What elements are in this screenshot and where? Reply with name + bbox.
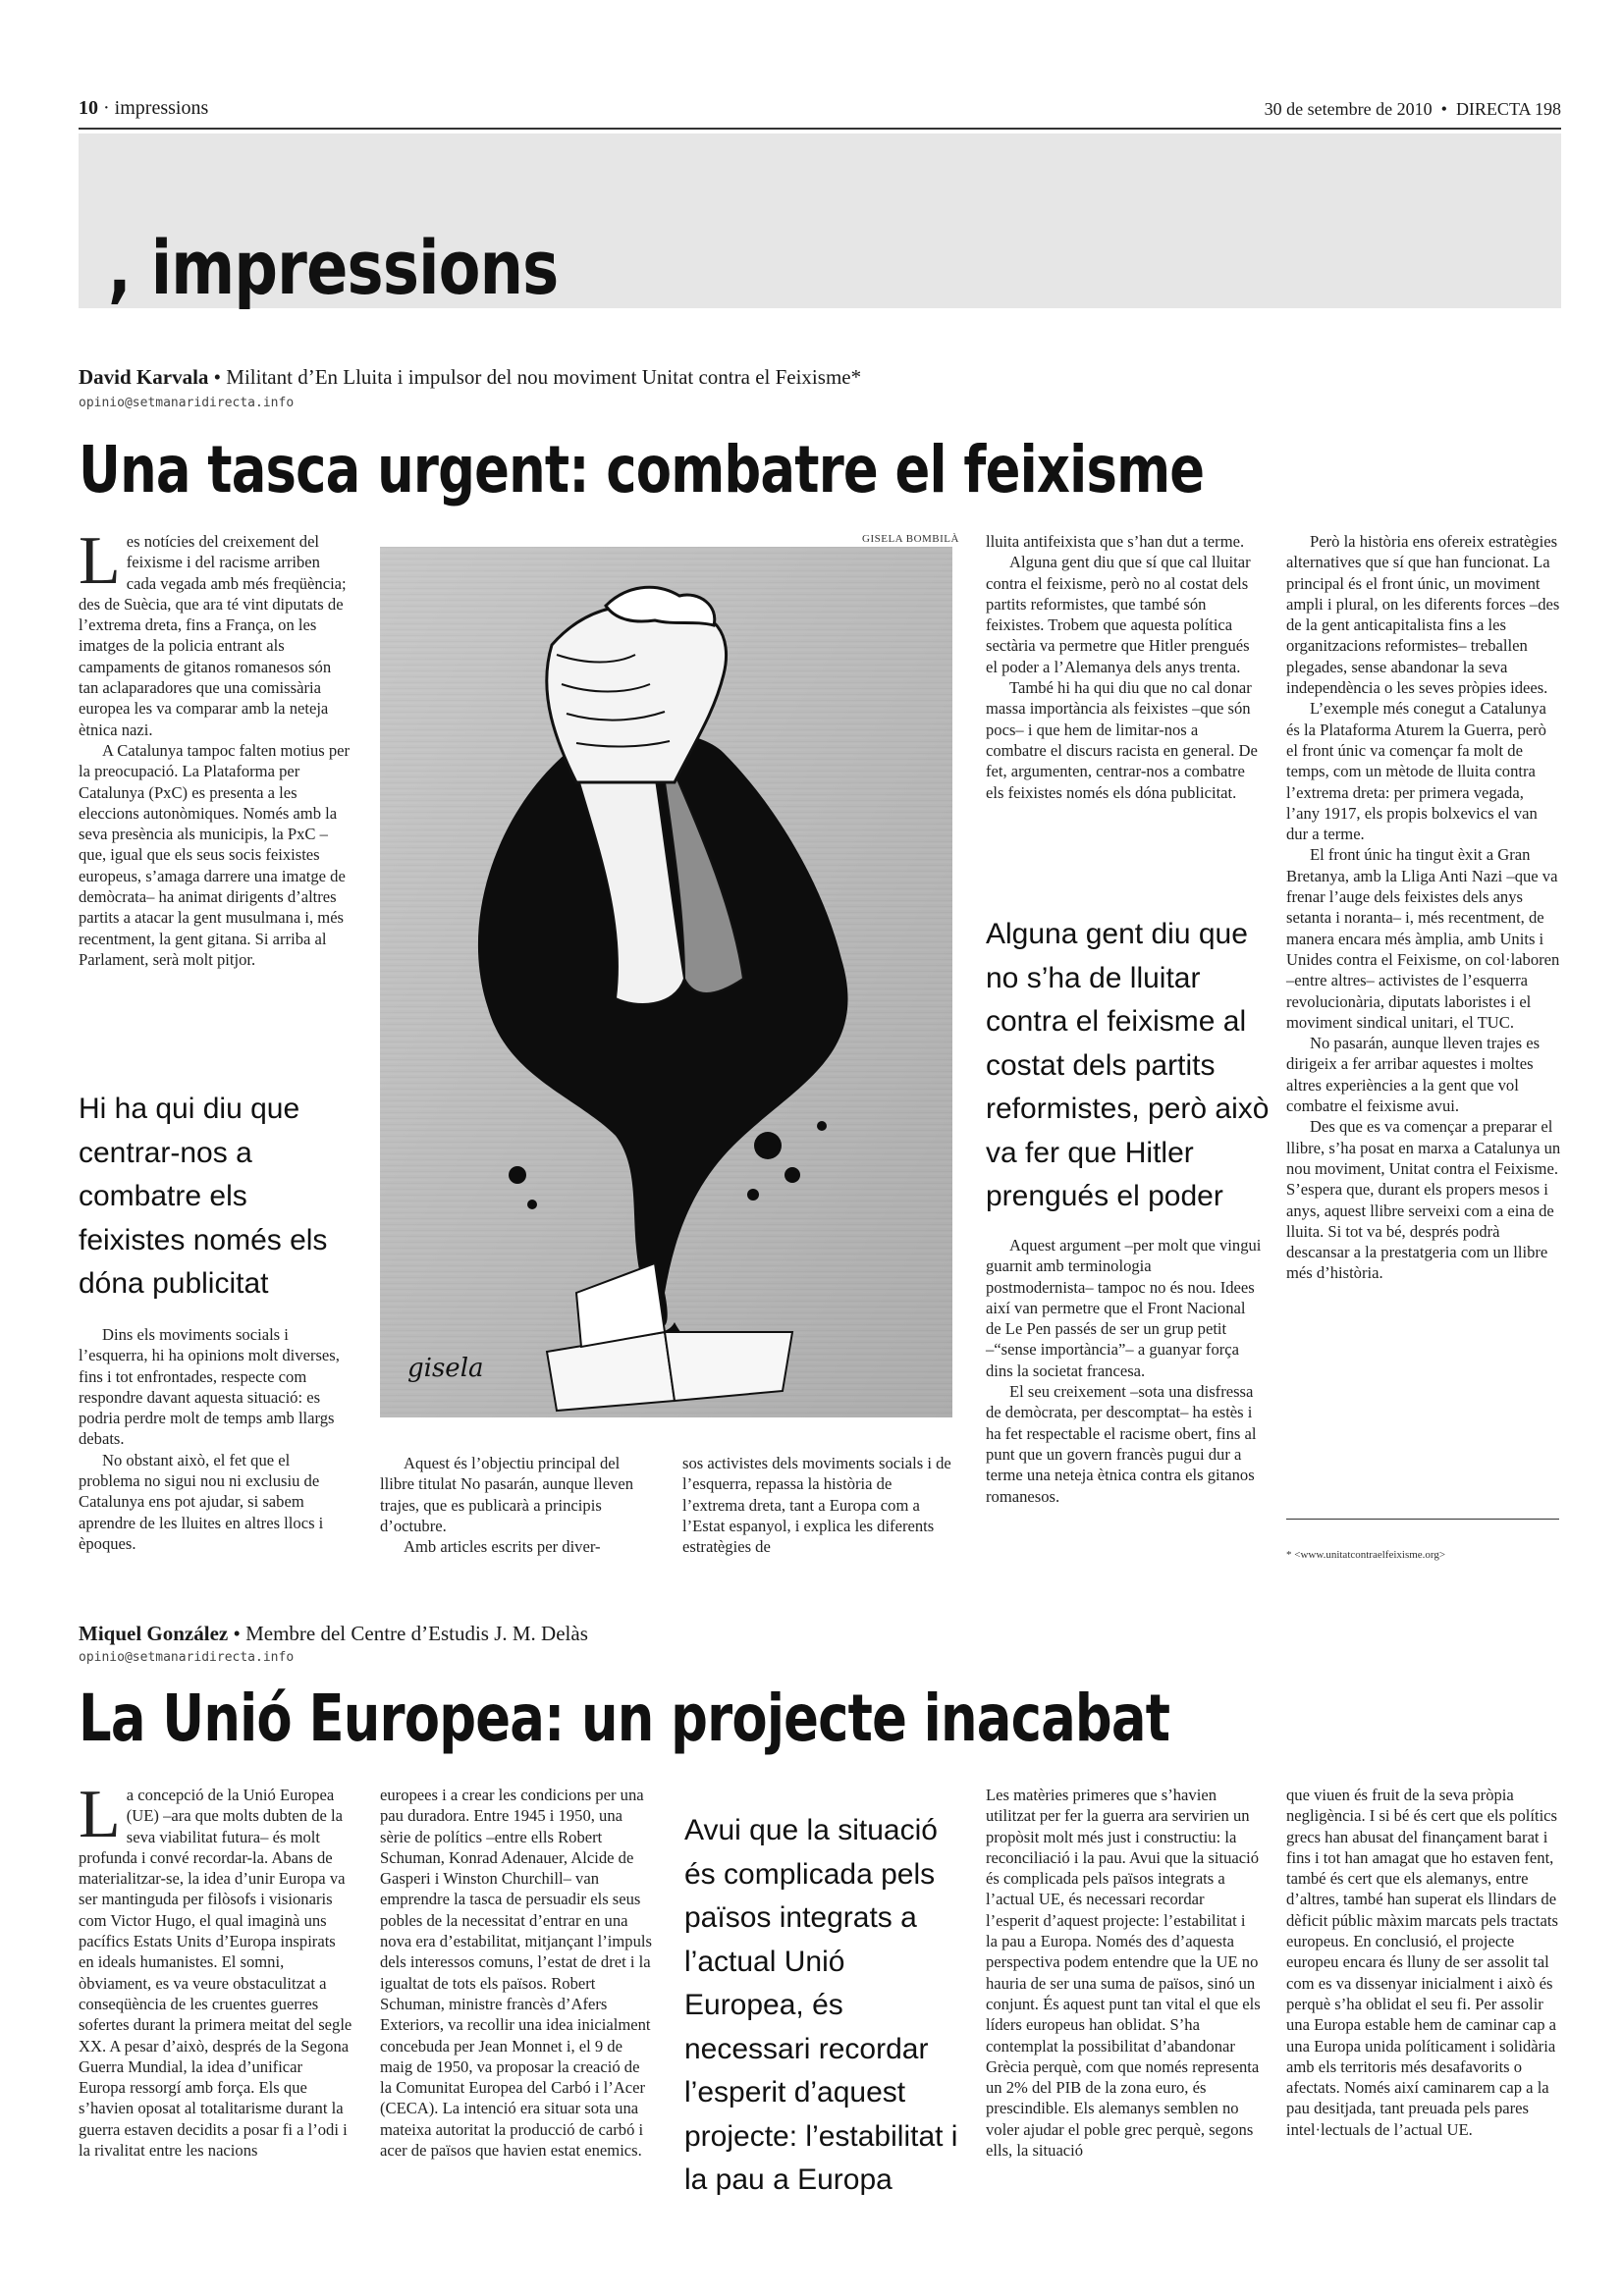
article1-col1b-p1: Dins els moviments socials i l’esquerra, hi ha opinions molt diverses, fins i tot enfrontades, respecte com respondre davant aquesta situació: es podria perdre molt de temps amb llargs debats. [79, 1325, 340, 1449]
article2-pullquote: Avui que la situació és complicada pels països integrats a l’actual Unió Europea, és necessari recordar l’esperit d’aquest projecte: l’estabilitat i la pau a Europa [684, 1814, 958, 2196]
article1-email: opinio@setmanaridirecta.info [79, 396, 295, 410]
article2-byline [79, 1622, 588, 1646]
article1-col5-p1: Però la història ens ofereix estratègies alternatives que sí que han funcionat. La principal és el front únic, un moviment ampli i plural, on les diferents forces –des de la gent anticapitalista fins a les organitzacions reformistes– treballen plegades, sense abandonar la seva independència o les seves pròpies idees. [1286, 532, 1560, 698]
article1-col5-p5: Des que es va començar a preparar el llibre, s’ha posat en marxa a Catalunya un nou moviment, Unitat contra el Feixisme. S’espera que, durant els propers mesos i anys, aquest llibre serveixi com a eina de lluita. Si tot va bé, després podrà descansar a la prestatgeria com un llibre més d’història. [1286, 1117, 1561, 1283]
article1-col3-p1: sos activistes dels moviments socials i de l’esquerra, repassa la història de l’extrema dreta, tant a Europa com a l’Estat espanyol, i explica les diferents estratègies de [682, 1454, 951, 1557]
article2-col4-p1: Les matèries primeres que s’havien utilitzat per fer la guerra ara servirien un propòsit molt més just i constructiu: la reconciliació i la pau. Avui que la situació és complicada pels països integrats a l’actual UE, és necessari recordar l’esperit d’aquest projecte: l’estabilitat i la pau a Europa. Només des d’aquesta perspectiva podem entendre que la UE no hauria de ser una suma de països, sinó un conjunt. És aquest punt tan vital el que els líders europeus han oblidat. S’ha contemplat la possibilitat d’abandonar Grècia perquè, com que només representa un 2% del PIB de la zona euro, és prescindible. Els alemanys semblen no voler ajudar el poble grec perquè, segons ells, la situació [986, 1786, 1261, 2161]
article2-column-2 [380, 1785, 655, 2161]
running-head [79, 98, 1561, 130]
article1-byline-bullet: • [213, 365, 222, 389]
issue-number: DIRECTA 198 [1455, 99, 1561, 119]
article1-headline: Una tasca urgent: combatre el feixisme [79, 432, 1205, 507]
article2-author: Miquel González [79, 1622, 229, 1645]
article1-column-3 [682, 1453, 952, 1557]
article1-col5-p3: El front únic ha tingut èxit a Gran Bretanya, amb la Lliga Anti Nazi –que va frenar l’auge dels feixistes dels anys setanta i noranta– i, més recentment, de manera encara més àmplia, amb Units i Unides contra el Feixisme, on col·laboren –entre altres– activistes de l’esquerra revolucionària, diputats laboristes i el moviment sindical unitari, el TUC. [1286, 845, 1560, 1032]
article2-dropcap: L [79, 1777, 121, 1852]
article2-headline: La Unió Europea: un projecte inacabat [79, 1681, 1170, 1756]
footnote-rule [1286, 1519, 1559, 1520]
article2-byline-bullet: • [233, 1622, 241, 1645]
article2-col5-p1: que viuen és fruit de la seva pròpia negligència. I si bé és cert que els polítics grecs han abusat del finançament barat i fins i tot han amagat que ho estaven fent, també és cert que els alemanys, entre d’altres, també han superat els llindars de dèficit públic màxim marcats pels tractats europeus. En conclusió, el projecte europeu encara és lluny de ser assolit tal com es va dissenyar inicialment i això és perquè s’ha oblidat el seu fi. Per assolir una Europa estable hem de caminar cap a una Europa unida políticament i solidària amb els territoris més desafavorits o afectats. Només així caminarem cap a la pau desitjada, tant preuada pels pares intel·lectuals de l’actual UE. [1286, 1786, 1558, 2139]
article1-column-1b [79, 1324, 353, 1554]
article1-author-role: Militant d’En Lluita i impulsor del nou moviment Unitat contra el Feixisme* [226, 365, 862, 389]
article2-author-role: Membre del Centre d’Estudis J. M. Delàs [245, 1622, 588, 1645]
running-separator: · [103, 97, 110, 119]
article2-col1-p1: a concepció de la Unió Europea (UE) –ara que molts dubten de la seva viabilitat futura– és molt profunda i convé recordar-la. Abans de materialitzar-se, la idea d’unir Europa va ser mantinguda per filòsofs i visionaris com Victor Hugo, el qual imaginà uns pacífics Estats Units d’Europa inspirats en ideals humanistes. El somni, òbviament, es va veure obstaculitzat a conseqüència de les cruentes guerres sofertes durant la primera meitat del segle XX. A pesar d’això, després de la Segona Guerra Mundial, la idea d’unificar Europa ressorgí amb força. Els que s’havien oposat al totalitarisme durant la guerra estaven decidits a posar fi a l’odi i la rivalitat entre les nacions [79, 1786, 352, 2161]
issue-date: 30 de setembre de 2010 [1264, 99, 1433, 119]
article1-pullquote-2: Alguna gent diu que no s’ha de lluitar contra el feixisme al costat dels partits reformistes, però això va fer que Hitler prengués el poder [986, 918, 1270, 1212]
page-number: 10 [79, 97, 98, 119]
photo-credit: GISELA BOMBILÀ [862, 533, 959, 545]
article1-footnote: * <www.unitatcontraelfeixisme.org> [1286, 1549, 1446, 1561]
article1-column-5 [1286, 531, 1561, 1284]
article1-col4-p3: També hi ha qui diu que no cal donar massa importància als feixistes –que són pocs– i que hem de limitar-nos a combatre el discurs racista en general. De fet, argumenten, centrar-nos a combatre els feixistes només els dóna publicitat. [986, 678, 1258, 802]
article2-column-1 [79, 1777, 353, 2161]
article1-col2-p1: Aquest és l’objectiu principal del llibre titulat No pasarán, aunque lleven trajes, que es publicarà a principis d’octubre. [380, 1454, 634, 1535]
article1-column-4b [986, 1235, 1263, 1507]
article1-col1-p1: es notícies del creixement del feixisme i del racisme arriben cada vegada amb més freqüència; des de Suècia, que ara té vint diputats de l’extrema dreta, fins a França, on les imatges de la policia entrant als campaments de gitanos romanesos són tan aclaparadores que una comissària europea les va comparar amb la neteja ètnica nazi. [79, 532, 347, 739]
article1-dropcap: L [79, 523, 121, 599]
article1-column-1 [79, 523, 353, 970]
article2-email: opinio@setmanaridirecta.info [79, 1650, 295, 1665]
article1-col5-p4: No pasarán, aunque lleven trajes es dirigeix a fer arribar aquestes i moltes altres experiències a la gent que vol combatre el feixisme avui. [1286, 1034, 1541, 1116]
running-section: impressions [114, 97, 209, 119]
article1-col2-p2: Amb articles escrits per diver- [404, 1537, 601, 1557]
article1-pullquote-1: Hi ha qui diu que centrar-nos a combatre els feixistes només els dóna publicitat [79, 1093, 328, 1300]
section-title: , impressions [108, 224, 559, 311]
illustration-signature: gisela [407, 1354, 484, 1383]
article1-col1-p2: A Catalunya tampoc falten motius per la preocupació. La Plataforma per Catalunya (PxC) es presenta a les eleccions autonòmiques. Només amb la seva presència als municipis, la PxC –que, igual que els seus socis feixistes europeus, s’amaga darrere una imatge de demòcrata– ha animat dirigents d’altres partits a atacar la gent musulmana i, més recentment, la gent gitana. Si arriba al Parlament, serà molt pitjor. [79, 740, 351, 969]
article1-col4-p2: Alguna gent diu que sí que cal lluitar contra el feixisme, però no al costat dels partits reformistes, que també són feixistes. Trobem que aquesta política sectària va permetre que Hitler prengués el poder a l’Alemanya dels anys trenta. [986, 553, 1251, 676]
running-bullet: • [1440, 99, 1447, 119]
article1-col5-p2: L’exemple més conegut a Catalunya és la Plataforma Aturem la Guerra, però el front únic va començar fa molt de temps, com un mètode de lluita contra l’extrema dreta: per primera vegada, l’any 1917, els propis bolxevics el van dur a terme. [1286, 699, 1546, 844]
article1-col4-p1: lluita antifeixista que s’han dut a terme. [986, 532, 1245, 551]
article1-col4b-p1: Aquest argument –per molt que vingui guarnit amb terminologia postmodernista– tampoc no és nou. Idees així van permetre que el Front Nacional de Le Pen passés de ser un grup petit –“sense importància”– a guanyar força dins la societat francesa. [986, 1236, 1262, 1380]
article2-column-4 [986, 1785, 1261, 2161]
article1-col1b-p2: No obstant això, el fet que el problema no sigui nou ni exclusiu de Catalunya ens pot ajudar, si sabem aprendre de les lluites en altres llocs i èpoques. [79, 1450, 324, 1553]
article2-column-5 [1286, 1785, 1561, 2140]
article1-byline [79, 365, 861, 390]
article1-column-2 [380, 1453, 640, 1557]
article2-col2-p1: europees i a crear les condicions per una pau duradora. Entre 1945 i 1950, una sèrie de polítics –entre ells Robert Schuman, Konrad Adenauer, Alcide de Gasperi i Winston Churchill– van emprendre la tasca de persuadir els seus pobles de la necessitat d’entrar en una nova era d’estabilitat, mitjançant l’impuls dels interessos comuns, l’estat de dret i la igualtat de tots els països. Robert Schuman, ministre francès d’Afers Exteriors, va recollir una idea inicialment concebuda per Jean Monnet i, el 9 de maig de 1950, va proposar la creació de la Comunitat Europea del Carbó i l’Acer (CECA). La intenció era situar sota una mateixa autoritat la producció de carbó i acer de països que havien estat enemics. [380, 1786, 652, 2161]
article1-author: David Karvala [79, 365, 209, 389]
article1-column-4 [986, 531, 1263, 803]
running-head-left [79, 97, 208, 120]
handshake-illustration [380, 547, 952, 1417]
article1-col4b-p2: El seu creixement –sota una disfressa de demòcrata, per descomptat– ha estès i ha fet respectable el racisme obert, fins al punt que un govern francès pugui dur a terme una neteja ètnica contra els gitanos romanesos. [986, 1382, 1257, 1506]
running-head-right [1265, 99, 1561, 120]
